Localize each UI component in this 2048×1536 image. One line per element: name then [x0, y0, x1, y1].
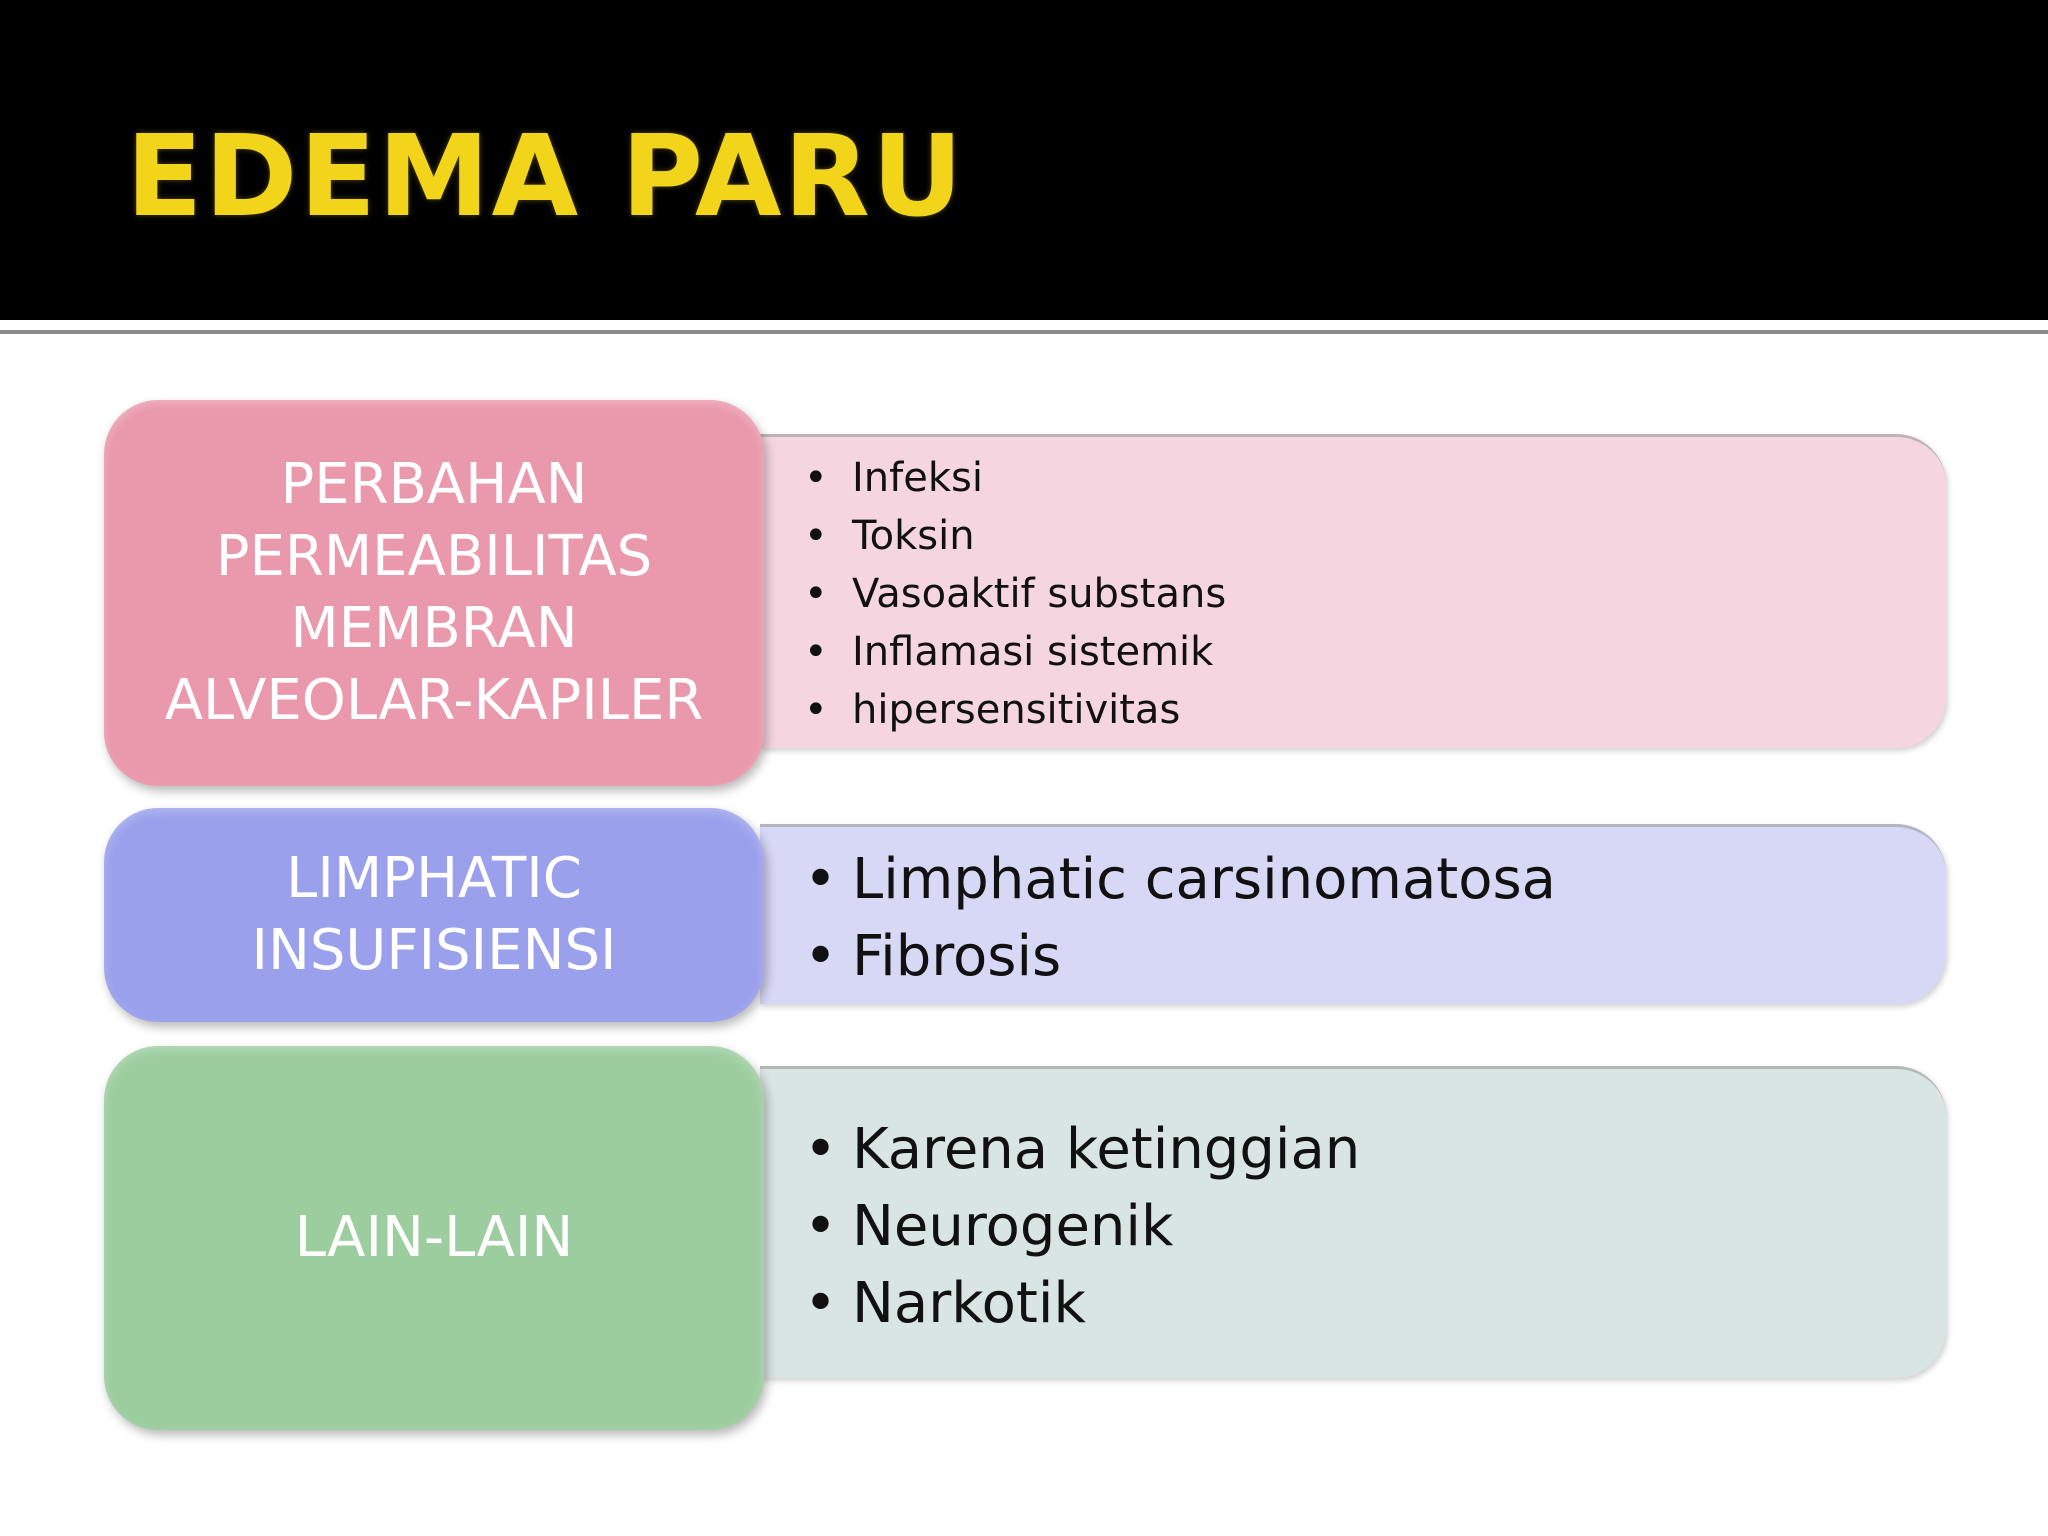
slide-title: EDEMA PARU	[126, 112, 965, 242]
list-item: • Fibrosis	[804, 918, 1556, 995]
title-bar	[0, 0, 2048, 320]
detail-panel-lain-lain	[760, 1066, 1946, 1378]
bullet-list-permeabilitas	[804, 449, 1226, 739]
divider-gap	[0, 320, 2048, 326]
category-box-limphatic	[104, 808, 764, 1022]
detail-panel-permeabilitas	[760, 434, 1946, 748]
list-item: • Infeksi	[804, 449, 1226, 507]
list-item: • Narkotik	[804, 1265, 1360, 1342]
list-item: • hipersensitivitas	[804, 681, 1226, 739]
category-box-lain-lain	[104, 1046, 764, 1430]
list-item: • Vasoaktif substans	[804, 565, 1226, 623]
list-item: • Inflamasi sistemik	[804, 623, 1226, 681]
list-item: • Toksin	[804, 507, 1226, 565]
list-item: • Neurogenik	[804, 1188, 1360, 1265]
divider-line	[0, 330, 2048, 334]
category-label: LAIN-LAIN	[294, 1205, 574, 1270]
category-label: LIMPHATIC INSUFISIENSI	[251, 846, 617, 983]
bullet-list-limphatic	[804, 841, 1556, 995]
category-label: PERBAHAN PERMEABILITAS MEMBRAN ALVEOLAR-KAPILER	[164, 452, 704, 733]
list-item: • Limphatic carsinomatosa	[804, 841, 1556, 918]
list-item: • Karena ketinggian	[804, 1111, 1360, 1188]
bullet-list-lain-lain	[804, 1111, 1360, 1342]
detail-panel-limphatic	[760, 824, 1946, 1004]
category-box-permeabilitas	[104, 400, 764, 786]
